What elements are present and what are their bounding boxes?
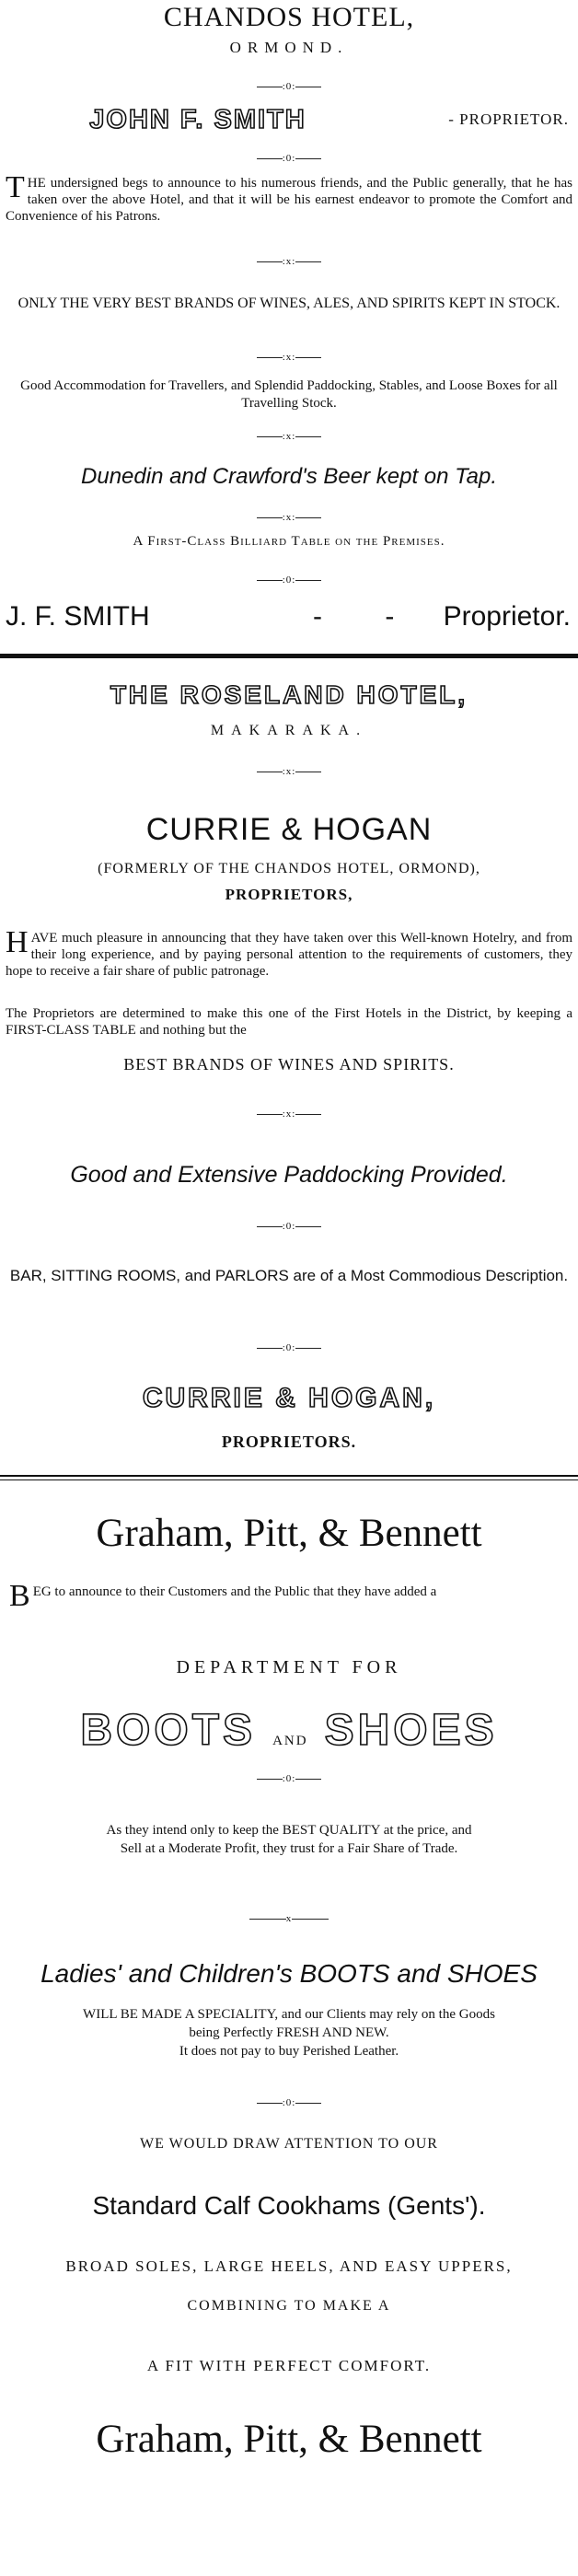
chandos-brands: ONLY THE VERY BEST BRANDS OF WINES, ALES, AND SPIRITS KEPT IN STOCK.: [17, 296, 561, 311]
graham-broad: BROAD SOLES, LARGE HEELS, AND EASY UPPERS,: [65, 2257, 513, 2275]
graham-combining: COMBINING TO MAKE A: [187, 2298, 391, 2314]
separator: :0:: [0, 574, 578, 586]
chandos-proprietor-suffix: - PROPRIETOR.: [448, 110, 569, 128]
separator: x: [0, 1913, 578, 1924]
graham-footer: Graham, Pitt, & Bennett: [96, 2418, 482, 2461]
separator: :0:: [0, 1221, 578, 1232]
separator: :x:: [0, 1108, 578, 1120]
separator: :0:: [0, 1342, 578, 1353]
graham-speciality: WILL BE MADE A SPECIALITY, and our Clients may rely on the Goods being Perfectly FRESH AND NEW.: [83, 2007, 495, 2040]
divider: [0, 1479, 578, 1480]
chandos-proprietor-line: [0, 103, 578, 136]
chandos-footer-dashes: - -: [313, 601, 422, 632]
graham-leather: It does not pay to buy Perished Leather.: [179, 2044, 399, 2059]
chandos-footer-name: J. F. SMITH: [6, 601, 150, 632]
graham-and: AND: [272, 1733, 308, 1748]
separator: :0:: [0, 153, 578, 164]
roseland-proprietors: PROPRIETORS,: [225, 886, 353, 903]
graham-boots-shoes: [0, 1705, 578, 1757]
graham-department: DEPARTMENT FOR: [176, 1657, 402, 1677]
separator: :x:: [0, 352, 578, 363]
separator: :x:: [0, 431, 578, 442]
roseland-owners: CURRIE & HOGAN: [145, 812, 433, 847]
roseland-location: MAKARAKA.: [210, 723, 368, 738]
separator: :x:: [0, 256, 578, 267]
graham-intro: BEG to announce to their Customers and the Public that they have added a: [9, 1579, 437, 1613]
roseland-footer-owners: CURRIE & HOGAN,: [142, 1383, 436, 1413]
graham-attention: WE WOULD DRAW ATTENTION TO OUR: [140, 2136, 438, 2152]
roseland-intro: HAVE much pleasure in announcing that they have taken over this Well-known Hotelry, and from their long experience, and by paying personal attention to the requirements of customers, they hope to receive a fair share of public patronage.: [6, 925, 572, 979]
chandos-location: ORMOND.: [229, 39, 349, 56]
roseland-footer-role: PROPRIETORS.: [221, 1433, 357, 1451]
roseland-rooms: BAR, SITTING ROOMS, and PARLORS are of a Most Commodious Description.: [9, 1267, 569, 1284]
chandos-footer-role: Proprietor.: [443, 601, 571, 632]
separator: :x:: [0, 512, 578, 523]
separator: :x:: [0, 766, 578, 777]
graham-fit: A FIT WITH PERFECT COMFORT.: [146, 2357, 432, 2374]
drop-cap: H: [6, 925, 29, 959]
graham-boots: BOOTS: [80, 1706, 257, 1755]
divider: [0, 654, 578, 658]
roseland-best-brands: BEST BRANDS OF WINES AND SPIRITS.: [123, 1055, 455, 1073]
chandos-footer: [0, 598, 578, 635]
graham-title: Graham, Pitt, & Bennett: [96, 1512, 482, 1555]
separator: :0:: [0, 2097, 578, 2108]
divider: [0, 1475, 578, 1477]
separator: :0:: [0, 1773, 578, 1784]
drop-cap: B: [9, 1579, 30, 1613]
graham-shoes: SHOES: [324, 1706, 498, 1755]
roseland-determined: The Proprietors are determined to make this one of the First Hotels in the District, by keeping a FIRST-CLASS TABLE and nothing but the: [6, 1006, 572, 1038]
chandos-accommodation: Good Accommodation for Travellers, and Splendid Paddocking, Stables, and Loose Boxes for all Travelling Stock.: [20, 378, 558, 411]
chandos-proprietor-name: JOHN F. SMITH: [89, 105, 306, 134]
chandos-beer: Dunedin and Crawford's Beer kept on Tap.: [81, 464, 497, 489]
graham-ladies: Ladies' and Children's BOOTS and SHOES: [40, 1959, 538, 1988]
separator: :0:: [0, 81, 578, 92]
graham-quality: As they intend only to keep the BEST QUALITY at the price, and Sell at a Moderate Profit, they trust for a Fair Share of Trade.: [106, 1823, 472, 1856]
roseland-title: THE ROSELAND HOTEL,: [110, 680, 468, 709]
graham-cookhams: Standard Calf Cookhams (Gents').: [92, 2191, 486, 2220]
chandos-billiard: A First-Class Billiard Table on the Premises.: [133, 534, 445, 549]
drop-cap: T: [6, 170, 25, 204]
roseland-formerly: (FORMERLY OF THE CHANDOS HOTEL, ORMOND),: [98, 861, 480, 876]
chandos-title: CHANDOS HOTEL,: [163, 2, 415, 32]
chandos-intro: THE undersigned begs to announce to his numerous friends, and the Public generally, that he has taken over the above Hotel, and that it will be his earnest endeavor to promote the Comfort and Convenience of his Patrons.: [6, 170, 572, 224]
roseland-paddocking: Good and Extensive Paddocking Provided.: [70, 1162, 508, 1188]
